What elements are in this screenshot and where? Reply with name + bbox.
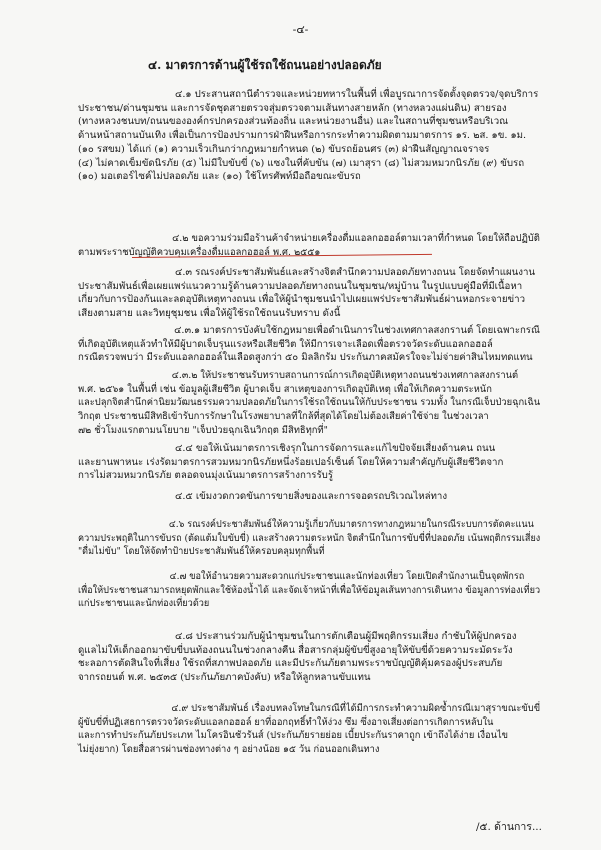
paragraph-4-6 bbox=[78, 518, 571, 559]
paragraph-4-7 bbox=[78, 570, 567, 611]
text-line: ๔.๘ ประสานร่วมกับผู้นำชุมชนในการตักเตือนผู้มีพฤติกรรมเสี่ยง กำชับให้ผู้ปกครอง bbox=[175, 631, 517, 642]
section-heading: ๔. มาตรการด้านผู้ใช้รถใช้ถนนอย่างปลอดภัย bbox=[148, 58, 382, 72]
paragraph-4-1 bbox=[78, 88, 538, 184]
text-line: เพื่อให้ประชาชนสามารถหยุดพักและใช้ห้องน้ำได้ และจัดเจ้าหน้าที่เพื่อให้ข้อมูลเส้นทางการเดินทาง ข้อมูลการท่องเที่ยว bbox=[78, 584, 541, 596]
text-line: ๔.๔ ขอให้เน้นมาตรการเชิงรุกในการจัดการและแก้ไขปัจจัยเสี่ยงด้านคน ถนน bbox=[175, 443, 496, 454]
text-line: ประชาชน/ด่านชุมชน และการจัดชุดสายตรวจสุ่มตรวจตามเส้นทางสายหลัก (ทางหลวงแผ่นดิน) สายรอง bbox=[78, 102, 507, 114]
text-line: แก่ประชาชนและนักท่องเที่ยวด้วย bbox=[78, 598, 210, 610]
text-line: ประชาสัมพันธ์เพื่อเผยแพร่แนวความรู้ด้านความปลอดภัยทางถนนในชุมชน/หมู่บ้าน ในรูปแบบคู่มือที่มีเนื้อหา bbox=[78, 280, 523, 292]
text-line: ที่เกิดอุบัติเหตุแล้วทำให้มีผู้บาดเจ็บรุนแรงหรือเสียชีวิต ให้มีการเจาะเลือดเพื่อตรวจวัดระดับแอลกอฮอล์ bbox=[78, 338, 493, 350]
text-line: (ทางหลวงชนบท/ถนนขององค์กรปกครองส่วนท้องถิ่น และหน่วยงานอื่น) และในสถานที่ชุมชนหรือบริเวณ bbox=[78, 116, 509, 128]
text-line: เกี่ยวกับการป้องกันและลดอุบัติเหตุทางถนน เพื่อให้ผู้นำชุมชนนำไปเผยแพร่ประชาสัมพันธ์ผ่านหอกระจายข่าว bbox=[78, 294, 526, 306]
page-number: -๔- bbox=[292, 23, 309, 36]
text-line: ตามพระราชบัญญัติควบคุมเครื่องดื่มแอลกอฮอล์ พ.ศ. ๒๕๕๑ bbox=[78, 246, 321, 258]
text-line: (๑๐) มอเตอร์ไซค์ไม่ปลอดภัย และ (๑๐) ใช้โทรศัพท์มือถือขณะขับรถ bbox=[78, 171, 361, 183]
text-line: (๑๐ รสขม) ได้แก่ (๑) ความเร็วเกินกว่ากฎหมายกำหนด (๒) ขับรถย้อนศร (๓) ฝ่าฝืนสัญญาณจราจร bbox=[78, 143, 490, 155]
text-line: และยานพาหนะ เร่งรัดมาตรการสวมหมวกนิรภัยหนึ่งร้อยเปอร์เซ็นต์ โดยให้ความสำคัญกับผู้เสียชีวิตจาก bbox=[78, 456, 504, 468]
text-line: ๔.๕ เข้มงวดกวดขันการขายสิ่งของและการจอดรถบริเวณไหล่ทาง bbox=[175, 491, 448, 502]
paragraph-4-3-2 bbox=[78, 369, 556, 438]
text-line: จากรถยนต์ พ.ศ. ๒๕๓๕ (ประกันภัยภาคบังคับ) หรือให้ลูกหลานขับแทน bbox=[78, 672, 371, 684]
paragraph-4-8 bbox=[78, 630, 517, 685]
text-line: พ.ศ. ๒๕๖๑ ในพื้นที่ เช่น ข้อมูลผู้เสียชีวิต ผู้บาดเจ็บ สาเหตุของการเกิดอุบัติเหตุ เพื่อให้เกิดความตระหนัก bbox=[78, 383, 492, 395]
text-line: และปลุกจิตสำนึกค่านิยมวัฒนธรรมความปลอดภัยในการใช้รถใช้ถนนให้กับประชาชน รวมทั้ง ในกรณีเจ็บป่วยฉุกเฉิน bbox=[78, 397, 541, 409]
paragraph-4-9 bbox=[78, 702, 558, 757]
text-line: ดูแลไม่ให้เด็กออกมาขับขี่บนท้องถนนในช่วงกลางคืน สื่อสารกลุ่มผู้ขับขี่สูงอายุให้ขับขี่ด้วยความระมัดระวัง bbox=[78, 644, 513, 656]
text-line: ๔.๙ ประชาสัมพันธ์ เรื่องบทลงโทษในกรณีที่ได้มีการกระทำความผิดซ้ำกรณีเมาสุราขณะขับขี่ bbox=[171, 703, 541, 714]
text-line: "ดื่มไม่ขับ" โดยให้จัดทำป้ายประชาสัมพันธ์ให้ครอบคลุมทุกพื้นที่ bbox=[78, 546, 325, 558]
paragraph-4-3 bbox=[78, 266, 535, 321]
text-line: ๔.๒ ขอความร่วมมือร้านค้าจำหน่ายเครื่องดื่มแอลกอฮอล์ตามเวลาที่กำหนด โดยให้ถือปฏิบัติ bbox=[172, 233, 540, 244]
paragraph-4-4 bbox=[78, 442, 503, 483]
text-line: การไม่สวมหมวกนิรภัย ตลอดจนมุ่งเน้นมาตรการสร้างการรับรู้ bbox=[78, 470, 334, 482]
text-line: ชะลอการตัดสินใจที่เสี่ยง ใช้รถที่สภาพปลอดภัย และมีประกันภัยตามพระราชบัญญัติคุ้มครองผู้ประสบภัย bbox=[78, 658, 503, 670]
text-line: กรณีตรวจพบว่า มีระดับแอลกอฮอล์ในเลือดสูงกว่า ๕๐ มิลลิกรัม ประกันภาคสมัครใจจะไม่จ่ายค่าสินไหมทดแทน bbox=[78, 352, 533, 364]
paragraph-4-3-1 bbox=[78, 324, 544, 365]
text-line: ด้านหน้าสถานบันเทิง เพื่อเป็นการป้องปรามการฝ่าฝืนหรือการกระทำความผิดตามมาตรการ ๑ร. ๒ส. ๑ข. ๑ม. bbox=[78, 130, 527, 142]
paragraph-4-5 bbox=[78, 490, 447, 504]
text-line: ๔.๑ ประสานสถานีตำรวจและหน่วยทหารในพื้นที่ เพื่อบูรณาการจัดตั้งจุดตรวจ/จุดบริการ bbox=[175, 89, 539, 100]
continuation-footer: /๕. ด้านการ... bbox=[476, 821, 542, 833]
text-line: ๔.๗ ขอให้อำนวยความสะดวกแก่ประชาชนและนักท่องเที่ยว โดยเปิดสำนักงานเป็นจุดพักรถ bbox=[169, 571, 525, 582]
text-line: ๔.๓ รณรงค์ประชาสัมพันธ์และสร้างจิตสำนึกความปลอดภัยทางถนน โดยจัดทำแผนงาน bbox=[175, 267, 536, 278]
text-line: (๔) ไม่คาดเข็มขัดนิรภัย (๕) ไม่มีใบขับขี่ (๖) แซงในที่คับขัน (๗) เมาสุรา (๘) ไม่สวมหมวกนิรภัย (๙) ขับรถ bbox=[78, 157, 525, 169]
text-line: ๔.๖ รณรงค์ประชาสัมพันธ์ให้ความรู้เกี่ยวกับมาตรการทางกฎหมายในกรณีระบบการตัดคะแนน bbox=[168, 519, 534, 530]
text-line: ความประพฤติในการขับรถ (ตัดแต้มใบขับขี่) และสร้างความตระหนัก จิตสำนึกในการขับขี่ที่ปลอดภัย เน้นพฤติกรรมเสี่ยง bbox=[78, 532, 541, 544]
text-line: ๔.๓.๑ มาตรการบังคับใช้กฎหมายเพื่อดำเนินการในช่วงเทศกาลสงกรานต์ โดยเฉพาะกรณี bbox=[174, 325, 540, 336]
text-line: และการทำประกันภัยประเภท ไมโครอินชัวรันส์ (ประกันภัยรายย่อย เบี้ยประกันราคาถูก เข้าถึงได้ง่าย เงื่อนไข bbox=[78, 730, 509, 742]
text-line: วิกฤต ประชาชนมีสิทธิเข้ารับการรักษาในโรงพยาบาลที่ใกล้ที่สุดได้โดยไม่ต้องเสียค่าใช้จ่าย ในช่วงเวลา bbox=[78, 411, 489, 423]
text-line: ไม่ยุ่งยาก) โดยสื่อสารผ่านช่องทางต่าง ๆ อย่างน้อย ๑๕ วัน ก่อนออกเดินทาง bbox=[78, 744, 380, 756]
text-line: ๔.๓.๒ ให้ประชาชนรับทราบสถานการณ์การเกิดอุบัติเหตุทางถนนช่วงเทศกาลสงกรานต์ bbox=[171, 370, 519, 381]
text-line: เสียงตามสาย และวิทยุชุมชน เพื่อให้ผู้ใช้รถใช้ถนนรับทราบ ดังนี้ bbox=[78, 308, 341, 320]
text-line: ๗๒ ชั่วโมงแรกตามนโยบาย "เจ็บป่วยฉุกเฉินวิกฤต มีสิทธิทุกที่" bbox=[78, 424, 328, 436]
text-line: ผู้ขับขี่ที่ปฏิเสธการตรวจวัดระดับแอลกอฮอล์ ยาที่ออกฤทธิ์ทำให้ง่วง ซึม ซึ่งอาจเสี่ยงต่อการเกิดการหลับใน bbox=[78, 716, 494, 728]
